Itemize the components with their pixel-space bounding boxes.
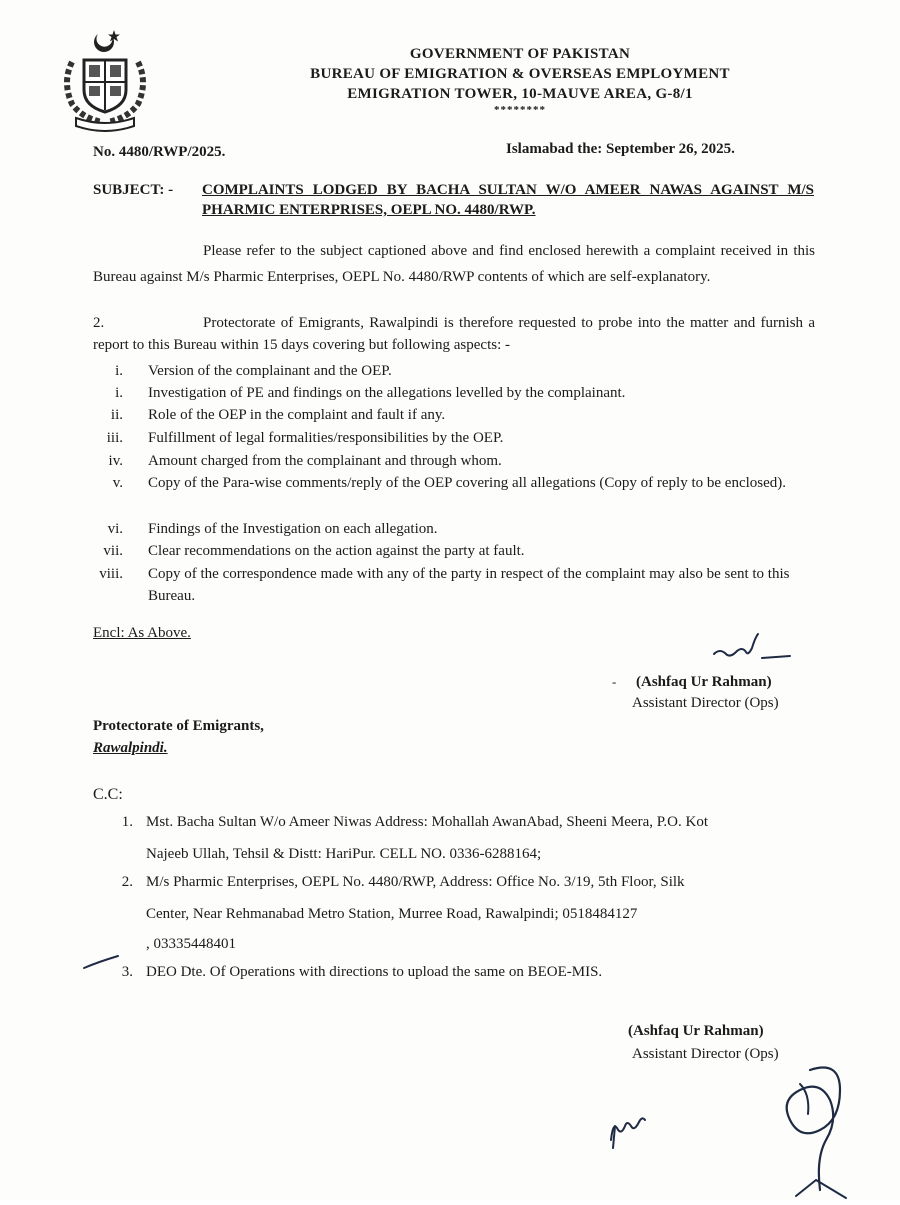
paragraph-2 (93, 312, 815, 356)
paragraph-2-text: Protectorate of Emigrants, Rawalpindi is therefore requested to probe into the matter and furnish a report to this Bureau within 15 days covering but following aspects: - (93, 315, 815, 353)
list-item-number: i. (115, 385, 123, 401)
cc-item-number: 2. (121, 874, 133, 890)
signature-initial (710, 632, 800, 672)
tick-mark-icon (82, 952, 122, 972)
list-item-text: Copy of the correspondence made with any of the party in respect of the complaint may also be sent to this Bureau. (148, 566, 790, 604)
list-item-text: Investigation of PE and findings on the allegations levelled by the complainant. (148, 385, 626, 401)
paragraph-2-number: 2. (93, 315, 105, 331)
list-item-text: Clear recommendations on the action against the party at fault. (148, 543, 525, 559)
list-item-text: Version of the complainant and the OEP. (148, 363, 392, 379)
list-item-number: vii. (103, 543, 123, 559)
cc-item-number: 1. (121, 814, 133, 830)
signatory-designation-cc: Assistant Director (Ops) (632, 1046, 779, 1062)
list-item-number: v. (112, 475, 123, 491)
cc-item-line: Mst. Bacha Sultan W/o Ameer Niwas Address: Mohallah AwanAbad, Sheeni Meera, P.O. Kot (146, 814, 709, 830)
addressee-city: Rawalpindi. (93, 740, 168, 756)
signatory-name: (Ashfaq Ur Rahman) (636, 674, 772, 690)
signatory-name-cc: (Ashfaq Ur Rahman) (628, 1023, 764, 1039)
letterhead-line1: GOVERNMENT OF PAKISTAN (409, 46, 631, 62)
state-emblem-icon (50, 22, 160, 132)
signatory-designation: Assistant Director (Ops) (632, 695, 779, 711)
handwritten-initials-icon (605, 1110, 655, 1150)
list-item-text: Copy of the Para-wise comments/reply of the OEP covering all allegations (Copy of reply to be enclosed). (148, 475, 787, 491)
list-item-number: viii. (99, 566, 123, 582)
list-item-text: Findings of the Investigation on each allegation. (148, 521, 438, 537)
letterhead-line3: EMIGRATION TOWER, 10-MAUVE AREA, G-8/1 (347, 86, 693, 102)
subject-label: SUBJECT: - (93, 182, 174, 198)
cc-label: C.C: (93, 786, 123, 803)
paragraph-1: Please refer to the subject captioned above and find enclosed herewith a complaint received in this Bureau against M/s Pharmic Enterprises, OEPL No. 4480/RWP contents of which are self-explanatory. (93, 243, 815, 285)
reference-number: No. 4480/RWP/2025. (93, 144, 226, 160)
cc-item-line: , 03335448401 (146, 936, 236, 952)
cc-item-line: M/s Pharmic Enterprises, OEPL No. 4480/RWP, Address: Office No. 3/19, 5th Floor, Silk (146, 874, 685, 890)
signature-mark: - (612, 674, 617, 689)
signature-icon (760, 1060, 860, 1200)
letterhead-line2: BUREAU OF EMIGRATION & OVERSEAS EMPLOYMENT (310, 66, 730, 82)
letterhead-stars: ******** (494, 104, 546, 116)
list-item-number: ii. (110, 407, 123, 423)
list-item-text: Amount charged from the complainant and through whom. (148, 453, 502, 469)
cc-item-line: Center, Near Rehmanabad Metro Station, Murree Road, Rawalpindi; 0518484127 (146, 906, 638, 922)
list-item-text: Fulfillment of legal formalities/responsibilities by the OEP. (148, 430, 504, 446)
list-item-number: i. (115, 363, 123, 379)
cc-item-line: DEO Dte. Of Operations with directions to upload the same on BEOE-MIS. (146, 964, 603, 980)
place-date: Islamabad the: September 26, 2025. (506, 141, 735, 157)
enclosure-note: Encl: As Above. (93, 625, 191, 641)
subject-text: COMPLAINTS LODGED BY BACHA SULTAN W/O AMEER NAWAS AGAINST M/S PHARMIC ENTERPRISES, OEPL NO. 4480/RWP. (202, 182, 814, 218)
list-item-text: Role of the OEP in the complaint and fault if any. (148, 407, 446, 423)
cc-item-number: 3. (121, 964, 133, 980)
addressee-title: Protectorate of Emigrants, (93, 718, 264, 734)
cc-item-line: Najeeb Ullah, Tehsil & Distt: HariPur. CELL NO. 0336-6288164; (146, 846, 542, 862)
list-item-number: iii. (106, 430, 123, 446)
list-item-number: iv. (108, 453, 123, 469)
letterhead (200, 44, 840, 116)
list-item-number: vi. (107, 521, 123, 537)
